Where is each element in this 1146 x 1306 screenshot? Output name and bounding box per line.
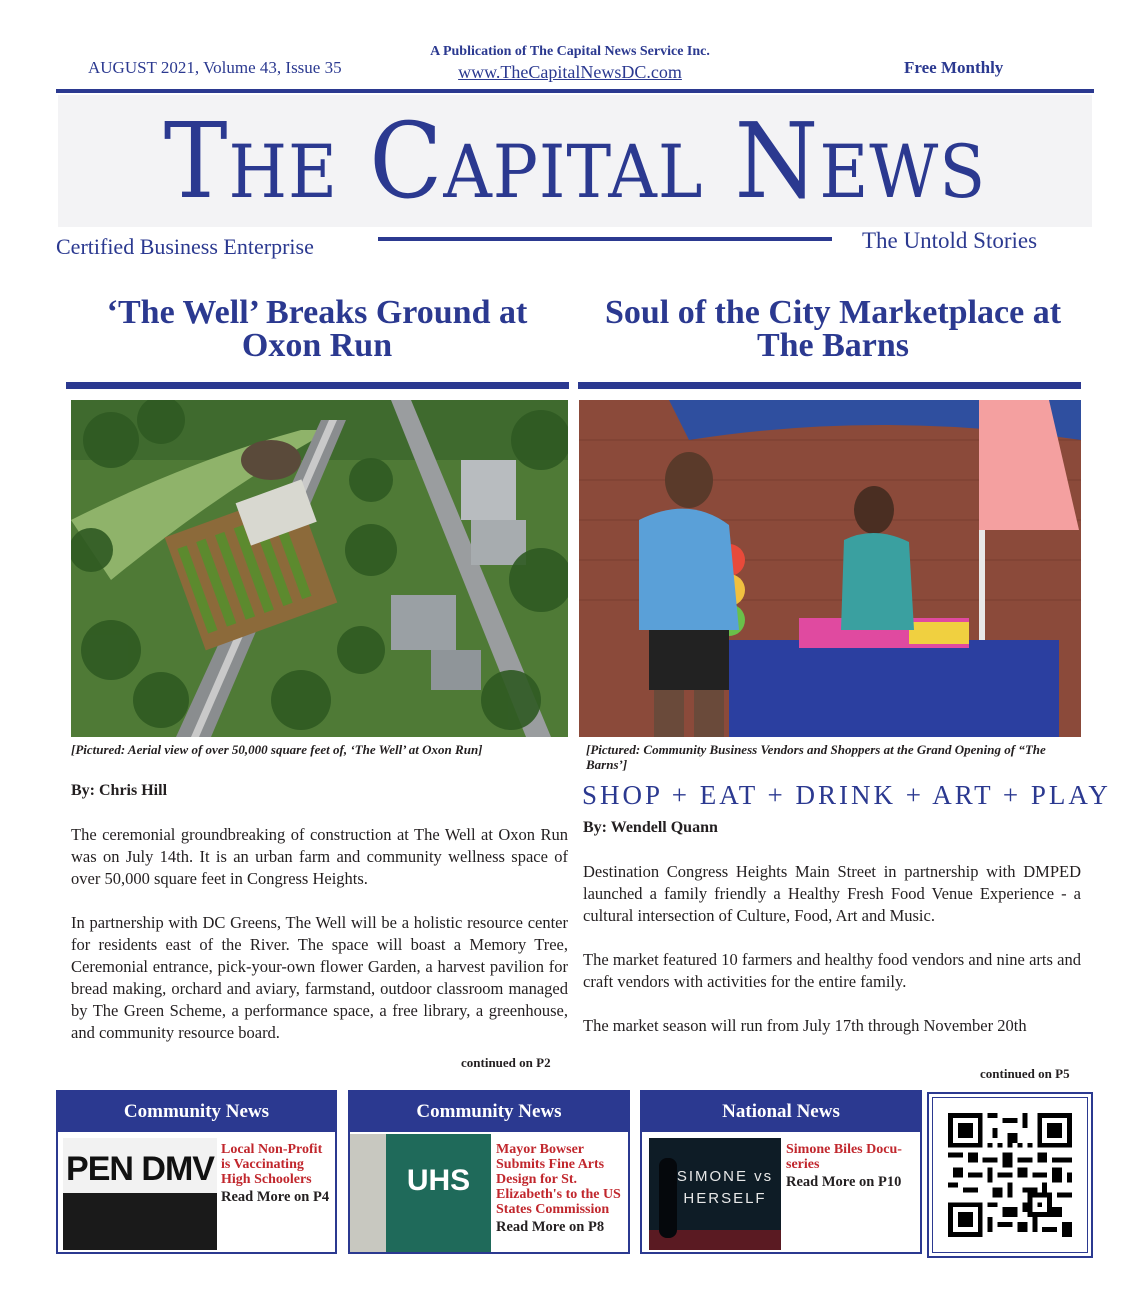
pen-dmv-thumbnail	[63, 1138, 217, 1250]
teaser-box-penn-dmv[interactable]	[56, 1090, 337, 1254]
market-illustration	[579, 400, 1081, 737]
uhs-thumbnail	[350, 1134, 491, 1252]
teaser-read-more[interactable]: Read More on P10	[786, 1174, 902, 1190]
masthead-top-rule	[56, 89, 1094, 93]
article-2-rule	[578, 382, 1081, 389]
teaser-box-uhs[interactable]	[348, 1090, 630, 1254]
teaser-section-label: National News	[642, 1092, 920, 1132]
article-1-paragraph: In partnership with DC Greens, The Well will be a holistic resource center for residents east of the River. The space will boast a Memory Tree, Ceremonial entrance, pick-your-own flower Garden, a harvest pavilion for bread making, orchard and aviary, farmstand, outdoor classroom managed by The Green Scheme, a performance space, a free library, a greenhouse, and community resource board.	[71, 913, 568, 1042]
issue-info: AUGUST 2021, Volume 43, Issue 35	[88, 58, 342, 77]
left-tagline: Certified Business Enterprise	[56, 234, 314, 259]
teaser-text	[221, 1142, 333, 1205]
article-1-continued[interactable]: continued on P2	[461, 1055, 551, 1070]
website-link[interactable]: www.TheCapitalNewsDC.com	[458, 62, 682, 82]
article-1-rule	[66, 382, 569, 389]
masthead-title: The Capital News	[163, 100, 987, 222]
article-2-paragraph: Destination Congress Heights Main Street in partnership with DMPED launched a family friendly a Healthy Fresh Food Venue Experience - a cultural intersection of Culture, Food, Art and Music.	[583, 862, 1081, 925]
teaser-read-more[interactable]: Read More on P4	[221, 1189, 330, 1205]
teaser-title: Simone Biles Docu-series	[786, 1142, 902, 1172]
teaser-title: Local Non-Profit is Vaccinating High Schoolers	[221, 1142, 323, 1187]
article-2-caption: [Pictured: Community Business Vendors and Shoppers at the Grand Opening of “The Barns’]	[586, 742, 1046, 772]
article-1-body	[71, 824, 568, 1066]
right-tagline: The Untold Stories	[862, 228, 1038, 253]
article-2-continued[interactable]: continued on P5	[980, 1066, 1070, 1081]
teaser-title: Mayor Bowser Submits Fine Arts Design for St. Elizabeth's to the US States Commission	[496, 1142, 621, 1217]
simone-thumbnail	[649, 1138, 781, 1250]
article-2-paragraph: The market featured 10 farmers and healthy food vendors and nine arts and craft vendors with activities for the entire family.	[583, 950, 1081, 991]
article-1-caption: [Pictured: Aerial view of over 50,000 square feet of, ‘The Well’ at Oxon Run]	[71, 742, 483, 757]
article-1-byline: By: Chris Hill	[71, 782, 168, 799]
article-1-headline[interactable]: ‘The Well’ Breaks Ground at Oxon Run	[106, 294, 528, 364]
simone-title-text: SIMONE vs HERSELF	[676, 1168, 774, 1207]
article-2-body	[583, 861, 1081, 1059]
teaser-text	[496, 1142, 626, 1235]
teaser-read-more[interactable]: Read More on P8	[496, 1219, 605, 1235]
article-1-paragraph: The ceremonial groundbreaking of construction at The Well at Oxon Run was on July 14th. It is an urban farm and community wellness space of over 50,000 square feet in Congress Heights.	[71, 825, 568, 888]
pen-dmv-logo-text: PEN DMV	[66, 1150, 214, 1188]
teaser-text	[786, 1142, 918, 1190]
teaser-box-simone[interactable]	[640, 1090, 922, 1254]
qr-code-icon	[948, 1113, 1072, 1237]
publisher-line: A Publication of The Capital News Service Inc.	[430, 44, 710, 59]
qr-code-frame	[932, 1097, 1088, 1253]
teaser-section-label: Community News	[58, 1092, 335, 1132]
qr-code-box[interactable]	[927, 1092, 1093, 1258]
article-2-tagline: SHOP + EAT + DRINK + ART + PLAY	[582, 780, 1111, 810]
masthead-mid-rule	[378, 237, 832, 241]
aerial-farm-photo[interactable]	[71, 400, 568, 737]
masthead	[58, 95, 1092, 227]
article-2-headline[interactable]: Soul of the City Marketplace at The Barns	[604, 294, 1062, 364]
frequency-label: Free Monthly	[904, 58, 1004, 77]
market-vendors-photo[interactable]	[579, 400, 1081, 737]
article-2-byline: By: Wendell Quann	[583, 819, 718, 836]
aerial-farm-illustration	[71, 400, 568, 737]
article-2-paragraph: The market season will run from July 17th through November 20th	[583, 1016, 1027, 1035]
teaser-section-label: Community News	[350, 1092, 628, 1132]
publisher-block	[380, 44, 760, 83]
uhs-logo-text: UHS	[406, 1164, 471, 1197]
